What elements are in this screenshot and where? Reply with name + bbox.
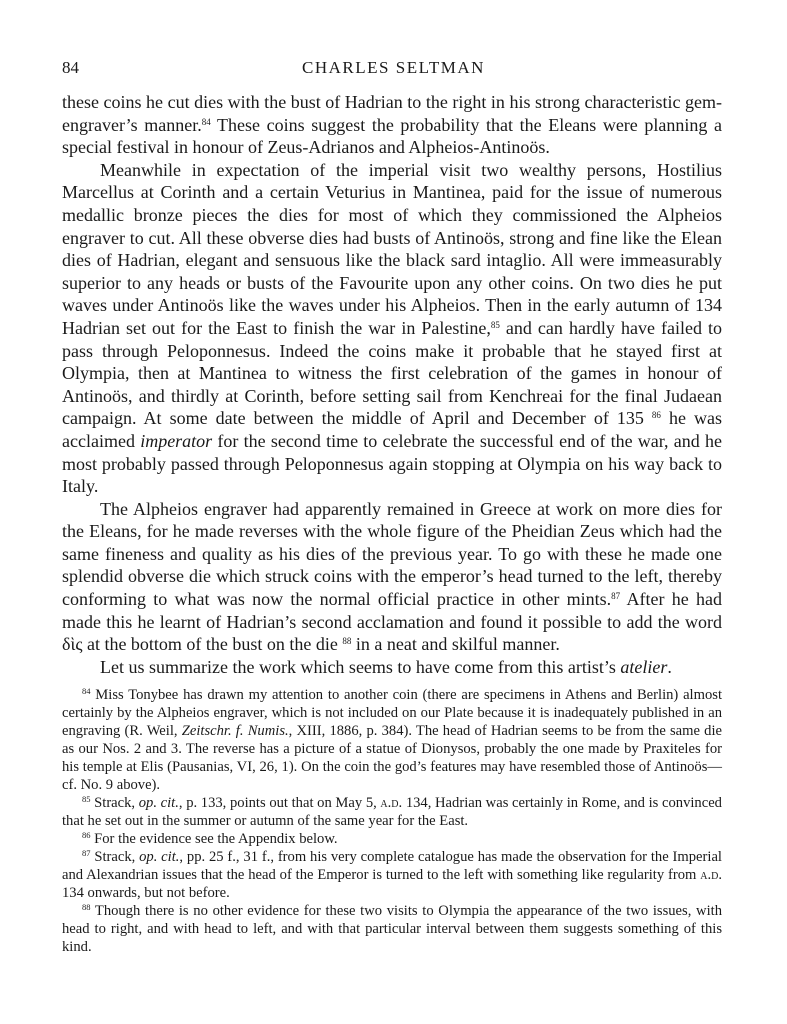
paragraph-4: Let us summarize the work which seems to have come from this artist’s atelier. [100, 656, 672, 677]
footnote-88: $^{88}$ Though there is no other evidence for these two visits to Olympia the appearance of the two issues, with head to right, and with head to left, and with that particular interval between them suggests something of this kind. [62, 902, 722, 955]
running-title: CHARLES SELTMAN [302, 58, 485, 77]
footnote-87: $^{87}$ Strack, op. cit., pp. 25 f., 31 f., from his very complete catalogue has made the observation for the Imperial and Alexandrian issues that the head of the Emperor is turned to the left with something like regularity from a.d. 134 onwards, but not before. [62, 848, 722, 901]
footnote-ref-85[interactable]: 85 [490, 319, 500, 330]
page-number: 84 [62, 58, 79, 77]
footnote-86: $^{86}$ For the evidence see the Appendix below. [82, 830, 338, 847]
paragraph-1: these coins he cut dies with the bust of Hadrian to the right in his strong characteristic gem-engraver’s manner.$^{84}$ These coins suggest the probability that the Eleans were planning a special festival in honour of Zeus-Adrianos and Alpheios-Antinoös. [62, 92, 722, 158]
paragraph-2: Meanwhile in expectation of the imperial visit two wealthy persons, Hostilius Marcellus at Corinth and a certain Veturius in Mantinea, paid for the issue of numerous medallic bronze pieces the dies for most of which they commissioned the Alpheios engraver to cut. All these obverse dies had busts of Antinoös, strong and fine like the Elean dies of Hadrian, elegant and sensuous like the black sard intaglio. All were immeasurably superior to any heads or busts of the Favourite upon any other coins. On two dies he put waves under Antinoös like the waves under his Alpheios. Then in the early autumn of 134 Hadrian set out for the East to finish the war in Palestine,$^{85}$ and can hardly have failed to pass through Peloponnesus. Indeed the coins make it probable that he stayed first at Olympia, then at Mantinea to witness the first celebration of the games in honour of Antinoös, and thirdly at Corinth, before setting sail from Kenchreai for the final Judaean campaign. At some date between the middle of April and December of 135 $^{86}$ he was acclaimed imperator for the second time to celebrate the successful end of the war, and he most probably passed through Peloponnesus again stopping at Olympia on his way back to Italy. [62, 159, 723, 497]
footnote-ref-86[interactable]: 86 [651, 410, 661, 421]
footnote-ref-87[interactable]: 87 [611, 591, 621, 602]
footnotes [62, 686, 722, 956]
body-text [62, 91, 722, 678]
footnote-ref-88[interactable]: 88 [342, 636, 352, 647]
footnote-ref-84[interactable]: 84 [201, 116, 211, 127]
footnote-85: $^{85}$ Strack, op. cit., p. 133, points out that on May 5, a.d. 134, Hadrian was certainly in Rome, and is convinced that he set out in the summer or autumn of the same year for the East. [62, 794, 722, 829]
footnote-84: $^{84}$ Miss Tonybee has drawn my attention to another coin (there are specimens in Athens and Berlin) almost certainly by the Alpheios engraver, which is not included on our Plate because it is inadequately published in an engraving (R. Weil, Zeitschr. f. Numis., XIII, 1886, p. 384). The head of Hadrian seems to be from the same die as our Nos. 2 and 3. The reverse has a picture of a statue of Dionysos, probably the one made by Praxiteles for his temple at Elis (Pausanias, VI, 26, 1). On the coin the god’s features may have resembled those of Antinoös—cf. No. 9 above). [62, 686, 722, 793]
paragraph-3: The Alpheios engraver had apparently remained in Greece at work on more dies for the Eleans, for he made reverses with the whole figure of the Pheidian Zeus which had the same fineness and quality as his dies of the previous year. To go with these he made one splendid obverse die which struck coins with the emperor’s head turned to the left, thereby conforming to what was now the normal official practice in other mints.$^{87}$ After he had made this he learnt of Hadrian’s second acclamation and found it possible to add the word δὶς at the bottom of the bust on the die $^{88}$ in a neat and skilful manner. [62, 498, 722, 655]
